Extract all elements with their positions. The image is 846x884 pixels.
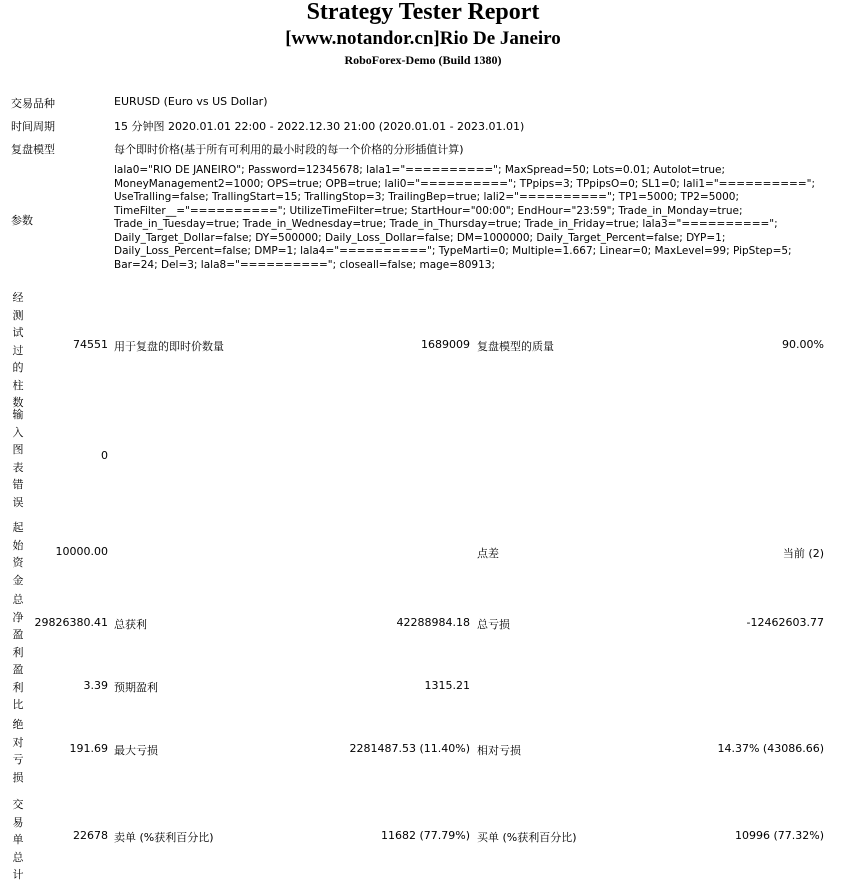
params-label: 参数 <box>11 214 33 227</box>
rel-drawdown-label: 相对亏损 <box>477 744 521 757</box>
short-trades-value: 11682 (77.79%) <box>380 829 470 842</box>
bars-value: 74551 <box>73 338 108 351</box>
gross-loss-value: -12462603.77 <box>746 616 824 629</box>
symbol-value: EURUSD (Euro vs US Dollar) <box>114 95 268 108</box>
total-trades-value: 22678 <box>73 829 108 842</box>
max-drawdown-label: 最大亏损 <box>114 744 158 757</box>
abs-drawdown-label: 绝对亏损 <box>12 718 24 784</box>
model-value: 每个即时价格(基于所有可利用的最小时段的每一个价格的分形插值计算) <box>114 143 464 156</box>
spread-value: 当前 (2) <box>782 547 824 560</box>
payoff-label: 预期盈利 <box>114 681 158 694</box>
period-label: 时间周期 <box>11 120 55 133</box>
ticks-label: 用于复盘的即时价数量 <box>114 340 224 353</box>
abs-drawdown-value: 191.69 <box>69 742 108 755</box>
gross-profit-label: 总获利 <box>114 618 147 631</box>
bars-label: 经测试过的柱数 <box>12 291 24 409</box>
symbol-label: 交易品种 <box>11 97 55 110</box>
net-profit-label: 总净盈利 <box>12 593 24 659</box>
errors-label: 输入图表错误 <box>12 408 24 509</box>
report-build: RoboForex-Demo (Build 1380) <box>344 53 502 67</box>
gross-profit-value: 42288984.18 <box>396 616 470 629</box>
period-value: 15 分钟图 2020.01.01 22:00 - 2022.12.30 21:00 (2020.01.01 - 2023.01.01) <box>114 120 525 133</box>
model-label: 复盘模型 <box>11 143 55 156</box>
profit-factor-value: 3.39 <box>83 679 108 692</box>
payoff-value: 1315.21 <box>424 679 470 692</box>
quality-label: 复盘模型的质量 <box>477 340 554 353</box>
short-trades-label: 卖单 (%获利百分比) <box>114 831 214 844</box>
profit-factor-label: 盈利比 <box>12 663 24 711</box>
rel-drawdown-value: 14.37% (43086.66) <box>717 742 824 755</box>
max-drawdown-value: 2281487.53 (11.40%) <box>349 742 470 755</box>
errors-value: 0 <box>101 449 108 462</box>
total-trades-label: 交易单总计 <box>12 798 24 881</box>
long-trades-label: 买单 (%获利百分比) <box>477 831 577 844</box>
report-title: Strategy Tester Report <box>306 0 540 25</box>
report-subtitle: [www.notandor.cn]Rio De Janeiro <box>285 28 561 49</box>
deposit-label: 起始资金 <box>12 521 24 587</box>
ticks-value: 1689009 <box>421 338 470 351</box>
long-trades-value: 10996 (77.32%) <box>734 829 824 842</box>
net-profit-value: 29826380.41 <box>34 616 108 629</box>
deposit-value: 10000.00 <box>55 545 108 558</box>
spread-label: 点差 <box>477 547 499 560</box>
quality-value: 90.00% <box>782 338 824 351</box>
params-value: lala0="RIO DE JANEIRO"; Password=12345678; lala1="=========="; MaxSpread=50; Lots=0.01; Autolot=true; MoneyManagement2=1000; OPS=true; OPB=true; lali0="=========="; TPpips=3; TPpipsO=0; SL1=0; lali1="=========="; UseTralling=false; TrallingStart=15; TrallingStop=3; TrailingBep=true; lali2="=========="; TP1=5000; TP2=5000; TimeFilter__="=========="; UtilizeTimeFilter=true; StartHour="00:00"; EndHour="23:59"; Trade_in_Monday=true; Trade_in_Tuesday=true; Trade_in_Wednesday=true; Trade_in_Thursday=true; Trade_in_Friday=true; lala3="=========="; Daily_Target_Dollar=false; DY=500000; Daily_Loss_Dollar=false; DM=1000000; Daily_Target_Percent=false; DYP=1; Daily_Loss_Percent=false; DMP=1; lala4="=========="; TypeMarti=0; Multiple=1.667; Linear=0; MaxLevel=99; PipStep=5; Bar=24; Del=3; lala8="=========="; closeall=false; mage=80913; <box>114 164 816 271</box>
gross-loss-label: 总亏损 <box>477 618 510 631</box>
